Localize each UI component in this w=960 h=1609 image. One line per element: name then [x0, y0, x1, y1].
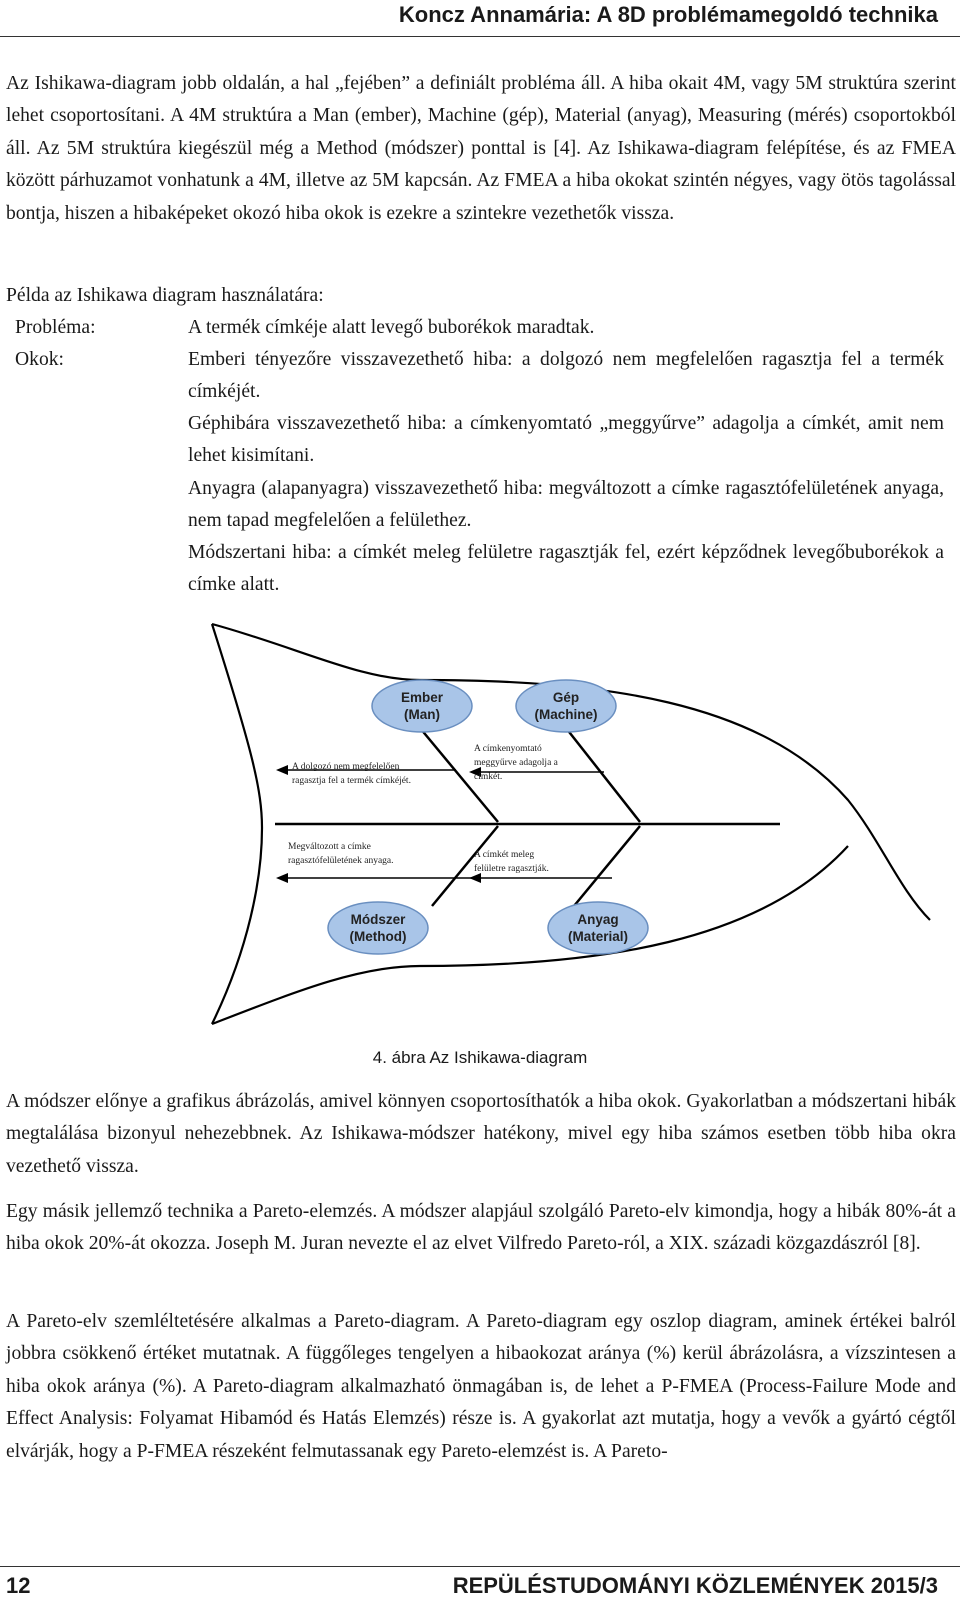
problem-text: A termék címkéje alatt levegő buborékok maradtak.	[188, 317, 595, 338]
running-title: Koncz Annamária: A 8D problémamegoldó technika	[398, 2, 938, 27]
figure-caption: 4. ábra Az Ishikawa-diagram	[372, 1048, 588, 1067]
cause-note-man: ragasztja fel a termék címkéjét.	[292, 776, 411, 786]
cause-note-method: A címkét meleg	[474, 850, 535, 860]
cause-note-material: ragasztófelületének anyaga.	[288, 856, 394, 866]
bone-line	[574, 826, 640, 906]
example-intro: Példa az Ishikawa diagram használatára:	[6, 285, 324, 306]
category-label: (Material)	[567, 929, 629, 944]
page-header	[0, 0, 960, 40]
pareto-diagram-paragraph: A Pareto-elv szemléltetésére alkalmas a Pareto-diagram. A Pareto-diagram egy oszlop diagram, aminek értékei balról jobbra csökkenő értéket mutatnak. A függőleges tengelyen a hibaokozat aránya (%) kerül ábrázolásra, a vízszintesen a hiba okok aránya (%). A Pareto-diagram alkalmazható önmagában is, de lehet a P-FMEA (Process-Failure Mode and Effect Analysis: Folyamat Hibamód és Hatás Elemzés) része is. A gyakorlat azt mutatja, hogy a vevők a gyártó cégtől elvárják, hogy a P-FMEA részeként felmutassanak egy Pareto-elemzést is. A Pareto-	[6, 1311, 956, 1462]
cause-note-machine: címkét.	[474, 772, 503, 782]
advantage-paragraph: A módszer előnye a grafikus ábrázolás, amivel könnyen csoportosíthatók a hiba okok. Gyakorlatban a módszertani hibák megtalálása bizonyul nehezebbnek. Az Ishikawa-módszer hatékony, mivel egy hiba számos esetben több hiba okra vezethető vissza.	[6, 1091, 956, 1177]
cause-note-machine: A címkenyomtató	[474, 744, 542, 754]
footer-rule	[0, 1566, 960, 1567]
category-label: Módszer	[350, 912, 406, 927]
problem-label: Probléma:	[15, 317, 96, 338]
header-rule	[0, 36, 960, 37]
category-label: (Man)	[404, 707, 440, 722]
category-bubble-machine	[516, 680, 616, 732]
cause-note-material: Megváltozott a címke	[288, 842, 371, 852]
arrow-head	[276, 765, 288, 775]
causes-label: Okok:	[15, 349, 64, 370]
cause-item: Módszertani hiba: a címkét meleg felületre ragasztják fel, ezért képződnek levegőbuborékok a címke alatt.	[188, 542, 944, 596]
category-bubble-material	[548, 902, 648, 954]
journal-name: REPÜLÉSTUDOMÁNYI KÖZLEMÉNYEK 2015/3	[452, 1573, 938, 1598]
intro-paragraph: Az Ishikawa-diagram jobb oldalán, a hal „fejében” a definiált probléma áll. A hiba okait 4M, vagy 5M struktúra szerint lehet csoportosítani. A 4M struktúra a Man (ember), Machine (gép), Material (anyag), Measuring (mérés) csoportokból áll. Az 5M struktúra kiegészül még a Method (módszer) ponttal is [4]. Az Ishikawa-diagram felépítése, és az FMEA között párhuzamot vonhatunk a 4M, illetve az 5M kapcsán. Az FMEA a hiba okokat szintén négyes, vagy ötös tagolással bontja, hiszen a hibaképeket okozó hiba okok is ezekre a szintekre vezethetők vissza.	[6, 73, 956, 224]
category-label: Gép	[552, 690, 580, 705]
arrow-head	[276, 873, 288, 883]
category-label: (Machine)	[534, 707, 598, 722]
ishikawa-figure	[0, 620, 960, 1040]
category-bubble-man	[372, 680, 472, 732]
category-label: Anyag	[577, 912, 619, 927]
cause-note-man: A dolgozó nem megfelelően	[292, 762, 400, 772]
fish-outline	[212, 624, 262, 1024]
cause-note-machine: meggyűrve adagolja a	[474, 758, 558, 768]
category-label: (Method)	[349, 929, 407, 944]
cause-item: Géphibára visszavezethető hiba: a címkenyomtató „meggyűrve” adagolja a címkét, amit nem lehet kisimítani.	[188, 413, 944, 467]
cause-item: Emberi tényezőre visszavezethető hiba: a dolgozó nem megfelelően ragasztja fel a termék címkéjét.	[188, 349, 944, 403]
arrow-head	[469, 873, 481, 883]
bone-line	[566, 728, 640, 822]
category-label: Ember	[400, 690, 444, 705]
fishbone-diagram	[0, 620, 960, 1040]
pareto-paragraph: Egy másik jellemző technika a Pareto-elemzés. A módszer alapjául szolgáló Pareto-elv kimondja, hogy a hibák 80%-át a hiba okok 20%-át okozza. Joseph M. Juran nevezte el az elvet Vilfredo Pareto-ról, a XIX. századi közgazdászról [8].	[6, 1201, 956, 1255]
cause-item: Anyagra (alapanyagra) visszavezethető hiba: megváltozott a címke ragasztófelületének anyaga, nem tapad megfelelően a felülethez.	[188, 478, 944, 532]
category-bubble-method	[328, 902, 428, 954]
cause-note-method: felületre ragasztják.	[474, 864, 549, 874]
page-number: 12	[6, 1573, 31, 1598]
